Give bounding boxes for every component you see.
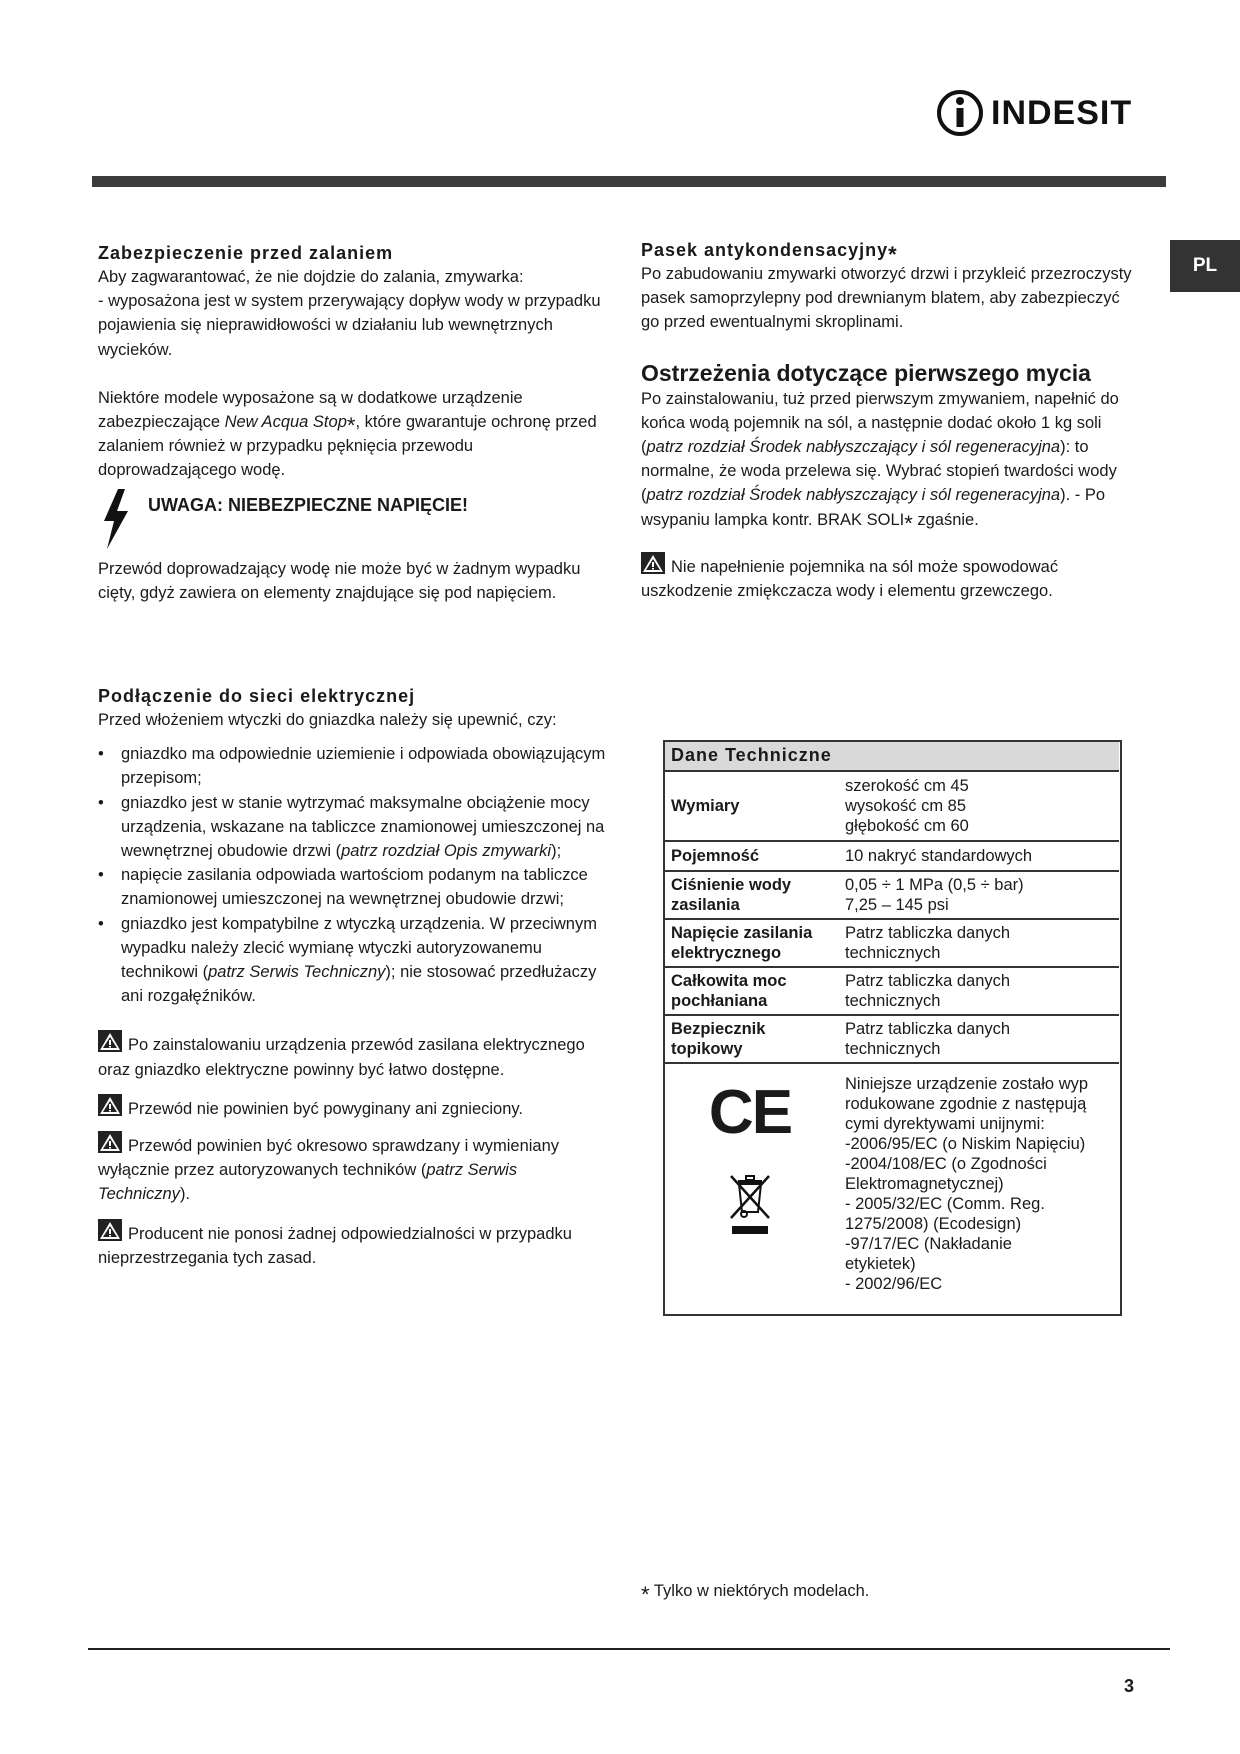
section-title-first-wash: Ostrzeżenia dotyczące pierwszego mycia [641, 359, 1091, 386]
table-row-certifications [663, 1063, 1119, 1297]
paragraph: Przed włożeniem wtyczki do gniazdka należy się upewnić, czy: [98, 711, 557, 729]
paragraph: Po zabudowaniu zmywarki otworzyć drzwi i przykleić przezroczysty pasek samoprzylepny pod drewnianym blatem, aby zabezpieczyć go przed ewentualnymi skroplinami. [641, 265, 1132, 332]
brand-name: INDESIT [991, 93, 1133, 132]
warning-note: Przewód nie powinien być powyginany ani zgnieciony. [98, 1094, 606, 1121]
warning-note: Po zainstalowaniu urządzenia przewód zasilana elektrycznego oraz gniazdko elektryczne powinny być łatwo dostępne. [98, 1030, 606, 1081]
left-column-electrical [98, 684, 606, 1270]
list-item: • gniazdko ma odpowiednie uziemienie i odpowiada obowiązującym przepisom; [98, 742, 606, 790]
section-title-flood: Zabezpieczenie przed zalaniem [98, 243, 394, 263]
warning-triangle-icon [641, 552, 665, 574]
paragraph: Przewód doprowadzający wodę nie może być w żadnym wypadku cięty, gdyż zawiera on elementy znajdujące się pod napięciem. [98, 559, 581, 602]
footnote: * Tylko w niektórych modelach. [641, 1582, 870, 1607]
warning-triangle-icon [98, 1094, 122, 1116]
ce-mark-icon: CE [708, 1078, 792, 1147]
paragraph: - wyposażona jest w system przerywający dopływ wody w przypadku pojawienia się nieprawidłowości w działaniu lub wewnętrznych wycieków. [98, 292, 601, 359]
warning-note: Nie napełnienie pojemnika na sól może spowodować uszkodzenie zmiękczacza wody i elementu grzewczego. [641, 552, 1133, 603]
warning-triangle-icon [98, 1219, 122, 1241]
list-item: • gniazdko jest w stanie wytrzymać maksymalne obciążenie mocy urządzenia, wskazane na tabliczce znamionowej umieszczonej na wewnętrznej obudowie drzwi (patrz rozdział Opis zmywarki); [98, 791, 606, 864]
table-row: Napięcie zasilania elektrycznego Patrz tabliczka danych technicznych [663, 919, 1119, 967]
section-title-electrical: Podłączenie do sieci elektrycznej [98, 686, 416, 706]
right-column [641, 238, 1133, 603]
warning-note: Producent nie ponosi żadnej odpowiedzialności w przypadku nieprzestrzegania tych zasad. [98, 1219, 606, 1270]
table-row: Bezpiecznik topikowy Patrz tabliczka danych technicznych [663, 1015, 1119, 1063]
table-row: Ciśnienie wody zasilania 0,05 ÷ 1 MPa (0,5 ÷ bar) 7,25 – 145 psi [663, 871, 1119, 919]
indesit-logo [935, 88, 1132, 138]
table-row: Wymiary szerokość cm 45 wysokość cm 85 głębokość cm 60 [663, 771, 1119, 841]
warning-triangle-icon [98, 1030, 122, 1052]
table-title: Dane Techniczne [663, 740, 1119, 771]
weee-bin-icon [726, 1170, 774, 1236]
paragraph: Aby zagwarantować, że nie dojdzie do zalania, zmywarka: [98, 268, 524, 286]
list-item: • napięcie zasilania odpowiada wartościom podanym na tabliczce znamionowej umieszczonej na wewnętrznej obudowie drzwi; [98, 863, 606, 911]
language-tab: PL [1170, 240, 1240, 292]
warning-triangle-icon [98, 1131, 122, 1153]
table-row: Całkowita moc pochłaniana Patrz tabliczka danych technicznych [663, 967, 1119, 1015]
table-row: Pojemność 10 nakryć standardowych [663, 841, 1119, 871]
lightning-bolt-icon [98, 487, 134, 551]
list-item: • gniazdko jest kompatybilne z wtyczką urządzenia. W przeciwnym wypadku należy zlecić wymianę wtyczki autoryzowanemu technikowi (patrz Serwis Techniczny); nie stosować przedłużaczy ani rozgałęźników. [98, 912, 606, 1009]
header-rule [92, 176, 1166, 187]
section-title-anticondensation: Pasek antykondensacyjny* [641, 240, 898, 267]
technical-data-table [663, 740, 1119, 1297]
danger-voltage-warning [98, 487, 606, 551]
page-number: 3 [1124, 1676, 1135, 1696]
danger-heading: UWAGA: NIEBEZPIECZNE NAPIĘCIE! [148, 494, 469, 515]
footer-rule [88, 1648, 1170, 1650]
paragraph: Po zainstalowaniu, tuż przed pierwszym zmywaniem, napełnić do końca wodą pojemnik na sól, a następnie dodać około 1 kg soli (patrz rozdział Środek nabłyszczający i sól regeneracyjna): to normalne, że woda przelewa się. Wybrać stopień twardości wody (patrz rozdział Środek nabłyszczający i sól regeneracyjna). - Po wsypaniu lampka kontr. BRAK SOLI* zgaśnie. [641, 389, 1119, 536]
checklist [98, 742, 606, 1008]
directives-list: Niniejsze urządzenie zostało wyp rodukowane zgodnie z następują cymi dyrektywami unijnymi: -2006/95/EC (o Niskim Napięciu) -2004/108/EC (o Zgodności Elektromagnetycznej) - 2005/32/EC (Comm. Reg. 1275/2008) (Ecodesign) -97/17/EC (Nakładanie etykietek) - 2002/96/EC [837, 1063, 1119, 1297]
paragraph-acqua-stop: Niektóre modele wyposażone są w dodatkowe urządzenie zabezpieczające New Acqua Stop*, które gwarantuje ochronę przed zalaniem również w przypadku pęknięcia przewodu doprowadzającego wodę. [98, 388, 597, 480]
warning-note: Przewód powinien być okresowo sprawdzany i wymieniany wyłącznie przez autoryzowanych techników (patrz Serwis Techniczny). [98, 1131, 606, 1207]
left-column [98, 241, 606, 605]
indesit-i-icon [935, 88, 985, 138]
